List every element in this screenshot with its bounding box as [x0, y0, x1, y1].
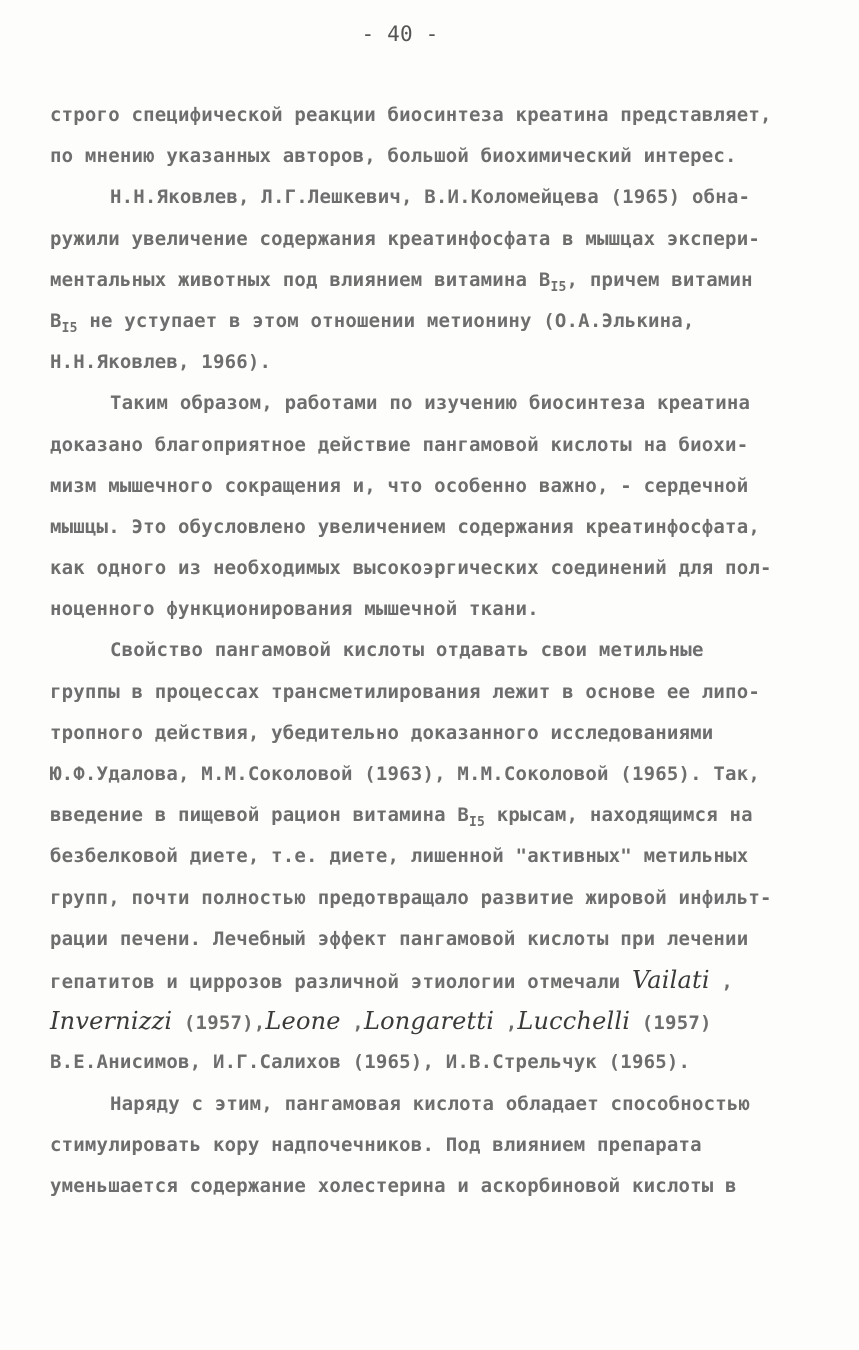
- text-line: В.Е.Анисимов, И.Г.Салихов (1965), И.В.Стрельчук (1965).: [50, 1051, 691, 1074]
- text-run: , причем витамин: [566, 268, 753, 291]
- handwritten-name: Leone: [265, 1007, 341, 1036]
- text-line: Наряду с этим, пангамовая кислота обладает способностью: [110, 1092, 751, 1115]
- handwritten-name: Lucchelli: [517, 1007, 631, 1036]
- text-run: (1957),: [172, 1012, 266, 1035]
- text-line: тропного действия, убедительно доказанного исследованиями: [50, 721, 714, 744]
- text-run: ,: [709, 970, 734, 993]
- text-line: ружили увеличение содержания креатинфосфата в мышцах экспери-: [50, 227, 760, 250]
- body-text: [50, 100, 815, 1212]
- text-run: ,: [494, 1012, 518, 1035]
- text-line: мышцы. Это обусловлено увеличением содержания креатинфосфата,: [50, 515, 760, 538]
- subscript: I5: [550, 279, 567, 295]
- text-line: доказано благоприятное действие пангамовой кислоты на биохи-: [50, 433, 749, 456]
- text-line: Таким образом, работами по изучению биосинтеза креатина: [110, 392, 751, 415]
- text-line: строго специфической реакции биосинтеза креатина представляет,: [50, 104, 772, 126]
- text-run: ,: [340, 1012, 364, 1035]
- text-line: стимулировать кору надпочечников. Под влиянием препарата: [50, 1133, 702, 1156]
- text-run: введение в пищевой рацион витамина B: [50, 804, 470, 827]
- text-line: ноценного функционирования мышечной ткани.: [50, 598, 539, 621]
- text-line: [50, 800, 815, 841]
- text-run: не уступает в этом отношении метионину (О.А.Элькина,: [77, 309, 695, 332]
- text-line: [50, 306, 815, 347]
- text-line: Ю.Ф.Удалова, М.М.Соколовой (1963), М.М.Соколовой (1965). Так,: [50, 763, 760, 785]
- text-line: Н.Н.Яковлев, 1966).: [50, 351, 272, 374]
- handwritten-name: Vailati: [631, 965, 710, 994]
- text-line: мизм мышечного сокращения и, что особенно важно, - сердечной: [50, 474, 749, 497]
- text-run: гепатитов и циррозов различной этиологии отмечали: [50, 970, 632, 993]
- text-line: Н.Н.Яковлев, Л.Г.Лешкевич, В.И.Коломейцева (1965) обна-: [110, 186, 751, 209]
- subscript: I5: [61, 320, 78, 336]
- page-number: - 40 -: [361, 22, 439, 46]
- text-line: безбелковой диете, т.е. диете, лишенной "активных" метильных: [50, 845, 749, 868]
- text-run: ментальных животных под влиянием витамина B: [50, 268, 551, 291]
- text-line: [50, 965, 815, 1006]
- text-line: [50, 1006, 815, 1047]
- text-line: рации печени. Лечебный эффект пангамовой кислоты при лечении: [50, 927, 749, 950]
- text-line: групп, почти полностью предотвращало развитие жировой инфильт-: [50, 886, 772, 909]
- subscript: I5: [469, 815, 486, 831]
- text-line: группы в процессах трансметилирования лежит в основе ее липо-: [50, 680, 760, 703]
- text-line: [50, 265, 815, 306]
- text-line: Свойство пангамовой кислоты отдавать свои метильные: [110, 639, 704, 662]
- text-run: B: [50, 309, 62, 332]
- text-run: (1957): [630, 1012, 712, 1035]
- handwritten-name: Invernizzi: [50, 1007, 173, 1036]
- text-line: по мнению указанных авторов, большой биохимический интерес.: [50, 145, 737, 168]
- text-line: как одного из необходимых высокоэргических соединений для пол-: [50, 557, 772, 580]
- handwritten-name: Longaretti: [363, 1007, 495, 1036]
- text-line: уменьшается содержание холестерина и аскорбиновой кислоты в: [50, 1174, 737, 1197]
- text-run: крысам, находящимся на: [485, 804, 753, 827]
